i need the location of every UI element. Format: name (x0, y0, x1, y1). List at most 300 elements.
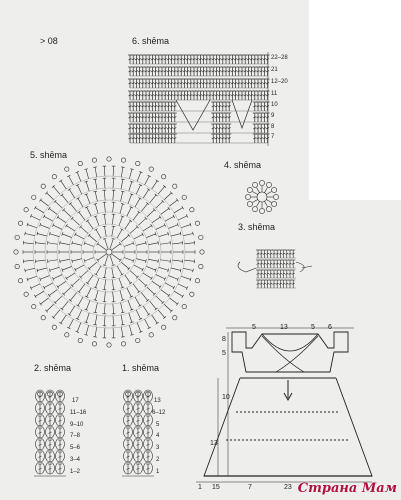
stitch-symbol (224, 67, 228, 76)
stitch-symbol (150, 55, 154, 64)
stitch-symbol (170, 67, 174, 76)
stitch-symbol (31, 216, 40, 220)
stitch-symbol (189, 91, 193, 100)
stitch-symbol (40, 225, 49, 229)
stitch-top (147, 189, 150, 191)
stitch-symbol (135, 198, 140, 207)
stitch-symbol (48, 452, 52, 462)
stitch-symbol (131, 55, 135, 64)
stitch-symbol (126, 440, 130, 450)
stitch-symbol (134, 91, 138, 100)
stitch-symbol (157, 102, 161, 111)
stitch-symbol (62, 266, 71, 270)
stitch-symbol (78, 198, 83, 207)
stitch-symbol (131, 67, 135, 76)
stitch-symbol (136, 259, 146, 261)
stitch-symbol (75, 234, 84, 239)
scheme-6-row-label: 12–20 (271, 79, 288, 85)
stitch-top (86, 220, 89, 222)
stitch-symbol (147, 91, 151, 100)
stitch-symbol (126, 416, 130, 426)
stitch-symbol (41, 298, 49, 304)
motif-center (257, 192, 267, 202)
stitch-symbol (282, 250, 286, 258)
stitch-symbol (275, 270, 279, 278)
stitch-symbol (170, 113, 174, 122)
stitch-symbol (166, 102, 170, 111)
stitch-symbol (173, 134, 177, 143)
stitch-symbol (163, 55, 167, 64)
stitch-symbol (138, 102, 142, 111)
stitch-symbol (136, 428, 140, 438)
stitch-symbol (144, 113, 148, 122)
stitch-symbol (150, 91, 154, 100)
scheme-2-row-label: 9–10 (70, 422, 84, 428)
scheme-6-row-label: 9 (271, 113, 275, 119)
stitch-symbol (182, 91, 186, 100)
stitch-top (176, 199, 178, 202)
stitch-symbol (205, 91, 209, 100)
stitch-symbol (146, 392, 150, 402)
scheme-1-chart (122, 390, 154, 476)
stitch-top (25, 269, 26, 273)
stitch-symbol (178, 284, 187, 288)
stitch-symbol (128, 67, 132, 76)
stitch-symbol (25, 234, 35, 236)
stitch-symbol (64, 210, 71, 217)
stitch-symbol (288, 250, 292, 258)
stitch-symbol (174, 291, 183, 296)
stitch-symbol (136, 464, 140, 474)
stitch-symbol (181, 225, 190, 228)
stitch-symbol (218, 67, 222, 76)
stitch-top (77, 291, 80, 293)
stitch-symbol (211, 124, 215, 133)
stitch-symbol (150, 124, 154, 133)
stitch-symbol (141, 102, 145, 111)
stitch-symbol (128, 79, 132, 88)
stitch-symbol (246, 91, 250, 100)
pattern-dim: 8 (222, 336, 226, 343)
stitch-top (156, 180, 159, 182)
chain-loop (32, 304, 36, 308)
stitch-symbol (262, 280, 266, 288)
stitch-symbol (131, 102, 135, 111)
scheme-6-row-label: 11 (271, 91, 278, 97)
stitch-symbol (165, 216, 174, 221)
stitch-symbol (145, 319, 150, 328)
stitch-symbol (160, 102, 164, 111)
stitch-symbol (160, 124, 164, 133)
stitch-symbol (70, 293, 76, 301)
stitch-symbol (163, 67, 167, 76)
stitch-top (39, 199, 41, 202)
stitch-symbol (134, 67, 138, 76)
stitch-symbol (240, 91, 244, 100)
stitch-symbol (166, 113, 170, 122)
stitch-top (156, 322, 159, 324)
stitch-symbol (150, 301, 156, 309)
pattern-dim: 7 (248, 484, 252, 491)
stitch-symbol (288, 270, 292, 278)
stitch-symbol (269, 280, 273, 288)
decrease-wedge (232, 100, 252, 128)
stitch-symbol (38, 392, 42, 402)
stitch-symbol (195, 79, 199, 88)
stitch-symbol (128, 102, 132, 111)
stitch-symbol (38, 464, 42, 474)
stitch-top (121, 312, 125, 313)
stitch-symbol (157, 134, 161, 143)
stitch-symbol (53, 186, 59, 194)
scheme-1-title: 1. shēma (122, 363, 160, 373)
stitch-top (193, 232, 194, 236)
stitch-symbol (104, 292, 105, 302)
stitch-symbol (69, 190, 74, 198)
stitch-symbol (147, 113, 151, 122)
chain-loop (32, 195, 36, 199)
stitch-symbol (178, 216, 187, 220)
stitch-symbol (250, 55, 254, 64)
turn-arrow (302, 266, 312, 268)
stitch-symbol (126, 452, 130, 462)
stitch-symbol (179, 91, 183, 100)
stitch-symbol (266, 200, 271, 203)
stitch-symbol (85, 257, 94, 260)
stitch-top (168, 294, 170, 297)
stitch-symbol (189, 79, 193, 88)
stitch-symbol (95, 315, 97, 325)
stitch-symbol (113, 202, 114, 212)
stitch-top (86, 282, 89, 284)
chain-loop (182, 304, 186, 308)
stitch-symbol (49, 290, 57, 296)
stitch-symbol (237, 91, 241, 100)
stitch-symbol (60, 259, 70, 261)
stitch-top (176, 303, 178, 306)
stitch-symbol (237, 67, 241, 76)
stitch-symbol (141, 79, 145, 88)
stitch-symbol (156, 225, 165, 229)
stitch-symbol (128, 91, 132, 100)
stitch-symbol (192, 67, 196, 76)
stitch-symbol (288, 260, 292, 268)
chain-loop (121, 158, 125, 162)
stitch-top (68, 314, 71, 316)
stitch-symbol (55, 201, 62, 208)
stitch-symbol (144, 91, 148, 100)
stitch-symbol (134, 79, 138, 88)
stitch-symbol (36, 243, 46, 244)
stitch-symbol (120, 204, 123, 214)
stitch-symbol (62, 301, 68, 309)
stitch-symbol (130, 271, 137, 278)
stitch-symbol (202, 67, 206, 76)
stitch-symbol (104, 202, 105, 212)
stitch-top (170, 259, 171, 263)
stitch-top (170, 241, 171, 245)
chain-loop (107, 343, 111, 347)
stitch-symbol (172, 243, 182, 244)
stitch-symbol (221, 67, 225, 76)
stitch-symbol (58, 452, 62, 462)
stitch-top (121, 191, 125, 192)
stitch-symbol (256, 102, 260, 111)
stitch-symbol (259, 113, 263, 122)
stitch-symbol (256, 67, 260, 76)
stitch-symbol (104, 226, 106, 236)
stitch-top (121, 179, 125, 180)
stitch-top (119, 242, 121, 245)
scheme-6-row-label: 8 (271, 124, 275, 130)
stitch-symbol (138, 113, 142, 122)
stitch-symbol (129, 325, 132, 335)
stitch-symbol (160, 243, 170, 244)
stitch-symbol (154, 55, 158, 64)
stitch-symbol (113, 316, 114, 326)
stitch-symbol (136, 392, 140, 402)
neckline (262, 334, 318, 351)
stitch-symbol (282, 270, 286, 278)
stitch-symbol (79, 212, 85, 220)
chain-loop (65, 333, 69, 337)
stitch-symbol (38, 404, 42, 414)
stitch-top (60, 241, 61, 245)
stitch-symbol (214, 134, 218, 143)
stitch-symbol (171, 268, 181, 270)
stitch-symbol (166, 91, 170, 100)
stitch-symbol (205, 67, 209, 76)
chain-loop (78, 161, 82, 165)
stitch-symbol (125, 275, 131, 283)
petal (272, 187, 277, 192)
petal (259, 180, 264, 185)
stitch-symbol (61, 181, 67, 189)
stitch-symbol (136, 440, 140, 450)
chain-loop (92, 342, 96, 346)
stitch-symbol (69, 176, 74, 185)
chain-loop (24, 208, 28, 212)
scheme-5-title: 5. shēma (30, 150, 68, 160)
stitch-symbol (95, 192, 97, 202)
stitch-top (112, 226, 116, 227)
stitch-top (77, 211, 80, 213)
stitch-symbol (35, 291, 44, 296)
stitch-symbol (37, 268, 47, 270)
stitch-top (159, 216, 161, 219)
stitch-symbol (243, 79, 247, 88)
stitch-top (103, 226, 107, 227)
stitch-symbol (24, 243, 34, 244)
stitch-symbol (86, 313, 89, 323)
stitch-symbol (246, 55, 250, 64)
stitch-symbol (143, 226, 152, 231)
stitch-symbol (163, 124, 167, 133)
stitch-symbol (154, 102, 158, 111)
stitch-symbol (72, 259, 82, 261)
stitch-symbol (128, 55, 132, 64)
stitch-symbol (134, 113, 138, 122)
stitch-symbol (95, 167, 97, 177)
stitch-symbol (133, 284, 139, 292)
stitch-symbol (166, 67, 170, 76)
stitch-symbol (147, 287, 154, 294)
stitch-symbol (138, 67, 142, 76)
stitch-symbol (143, 306, 148, 314)
stitch-symbol (174, 208, 183, 213)
stitch-symbol (35, 208, 44, 213)
stitch-symbol (131, 134, 135, 143)
stitch-symbol (182, 55, 186, 64)
stitch-symbol (211, 67, 215, 76)
stitch-symbol (87, 288, 91, 297)
stitch-symbol (58, 428, 62, 438)
stitch-symbol (237, 55, 241, 64)
stitch-top (138, 291, 141, 293)
stitch-symbol (253, 113, 257, 122)
stitch-symbol (37, 234, 47, 236)
stitch-symbol (128, 134, 132, 143)
stitch-symbol (48, 416, 52, 426)
stitch-top (93, 312, 97, 313)
stitch-top (129, 282, 132, 284)
stitch-symbol (154, 113, 158, 122)
stitch-symbol (275, 250, 279, 258)
stitch-symbol (129, 313, 132, 323)
stitch-top (129, 220, 132, 222)
scheme-3-title: 3. shēma (238, 222, 276, 232)
wrap-front (276, 336, 318, 372)
stitch-symbol (86, 300, 90, 309)
stitch-symbol (160, 134, 164, 143)
stitch-symbol (183, 268, 193, 270)
chain-loop (107, 157, 111, 161)
stitch-symbol (112, 268, 114, 278)
stitch-symbol (154, 79, 158, 88)
stitch-symbol (173, 102, 177, 111)
stitch-symbol (176, 79, 180, 88)
stitch-symbol (66, 273, 75, 278)
stitch-symbol (147, 102, 151, 111)
stitch-symbol (198, 79, 202, 88)
stitch-symbol (269, 260, 273, 268)
stitch-symbol (152, 281, 160, 287)
stitch-symbol (119, 278, 123, 287)
stitch-top (66, 277, 68, 280)
stitch-symbol (121, 303, 123, 313)
stitch-symbol (252, 200, 257, 203)
chain-loop (190, 292, 194, 296)
stitch-symbol (237, 79, 241, 88)
stitch-top (34, 206, 36, 209)
stitch-symbol (253, 91, 257, 100)
stitch-symbol (144, 134, 148, 143)
stitch-top (158, 241, 159, 245)
stitch-symbol (69, 306, 74, 314)
stitch-symbol (152, 217, 160, 223)
stitch-symbol (259, 91, 263, 100)
stitch-symbol (161, 209, 169, 215)
chain-loop (173, 184, 177, 188)
stitch-symbol (44, 283, 53, 288)
stitch-symbol (136, 452, 140, 462)
chain-loop (18, 221, 22, 225)
stitch-symbol (259, 67, 263, 76)
stitch-symbol (55, 296, 62, 303)
stitch-symbol (154, 124, 158, 133)
stitch-symbol (145, 176, 150, 185)
stitch-symbol (208, 67, 212, 76)
stitch-symbol (253, 79, 257, 88)
stitch-top (66, 224, 68, 227)
stitch-symbol (192, 91, 196, 100)
stitch-top (93, 179, 97, 180)
chain-loop (161, 325, 165, 329)
stitch-symbol (256, 113, 260, 122)
stitch-symbol (272, 280, 276, 288)
stitch-symbol (113, 328, 114, 338)
turn-arrow (238, 262, 256, 272)
stitch-symbol (243, 55, 247, 64)
stitch-symbol (143, 190, 148, 198)
stitch-symbol (291, 270, 295, 278)
stitch-symbol (134, 134, 138, 143)
stitch-symbol (158, 186, 164, 194)
stitch-symbol (214, 113, 218, 122)
stitch-symbol (259, 270, 263, 278)
scheme-2-row-label: 7–8 (70, 433, 81, 439)
stitch-symbol (124, 243, 133, 246)
stitch-symbol (265, 187, 268, 192)
stitch-symbol (25, 268, 35, 270)
stitch-symbol (250, 79, 254, 88)
stitch-symbol (179, 55, 183, 64)
stitch-top (158, 259, 159, 263)
stitch-top (138, 305, 141, 307)
stitch-symbol (48, 428, 52, 438)
stitch-symbol (58, 404, 62, 414)
stitch-symbol (98, 254, 106, 260)
stitch-symbol (227, 102, 231, 111)
stitch-symbol (224, 79, 228, 88)
stitch-symbol (86, 194, 90, 203)
stitch-symbol (170, 55, 174, 64)
stitch-symbol (192, 79, 196, 88)
stitch-symbol (259, 79, 263, 88)
stitch-symbol (182, 79, 186, 88)
stitch-symbol (192, 55, 196, 64)
stitch-symbol (160, 79, 164, 88)
stitch-symbol (211, 79, 215, 88)
stitch-symbol (128, 113, 132, 122)
stitch-top (168, 207, 170, 210)
stitch-symbol (240, 55, 244, 64)
stitch-symbol (152, 181, 158, 189)
stitch-symbol (218, 134, 222, 143)
stitch-symbol (40, 276, 49, 280)
stitch-symbol (173, 55, 177, 64)
stitch-symbol (256, 250, 260, 258)
stitch-symbol (243, 91, 247, 100)
stitch-symbol (146, 428, 150, 438)
stitch-symbol (104, 268, 106, 278)
stitch-symbol (214, 102, 218, 111)
scheme-2-title: 2. shēma (34, 363, 72, 373)
stitch-symbol (198, 67, 202, 76)
stitch-symbol (48, 260, 58, 261)
stitch-symbol (173, 124, 177, 133)
stitch-symbol (104, 304, 105, 314)
